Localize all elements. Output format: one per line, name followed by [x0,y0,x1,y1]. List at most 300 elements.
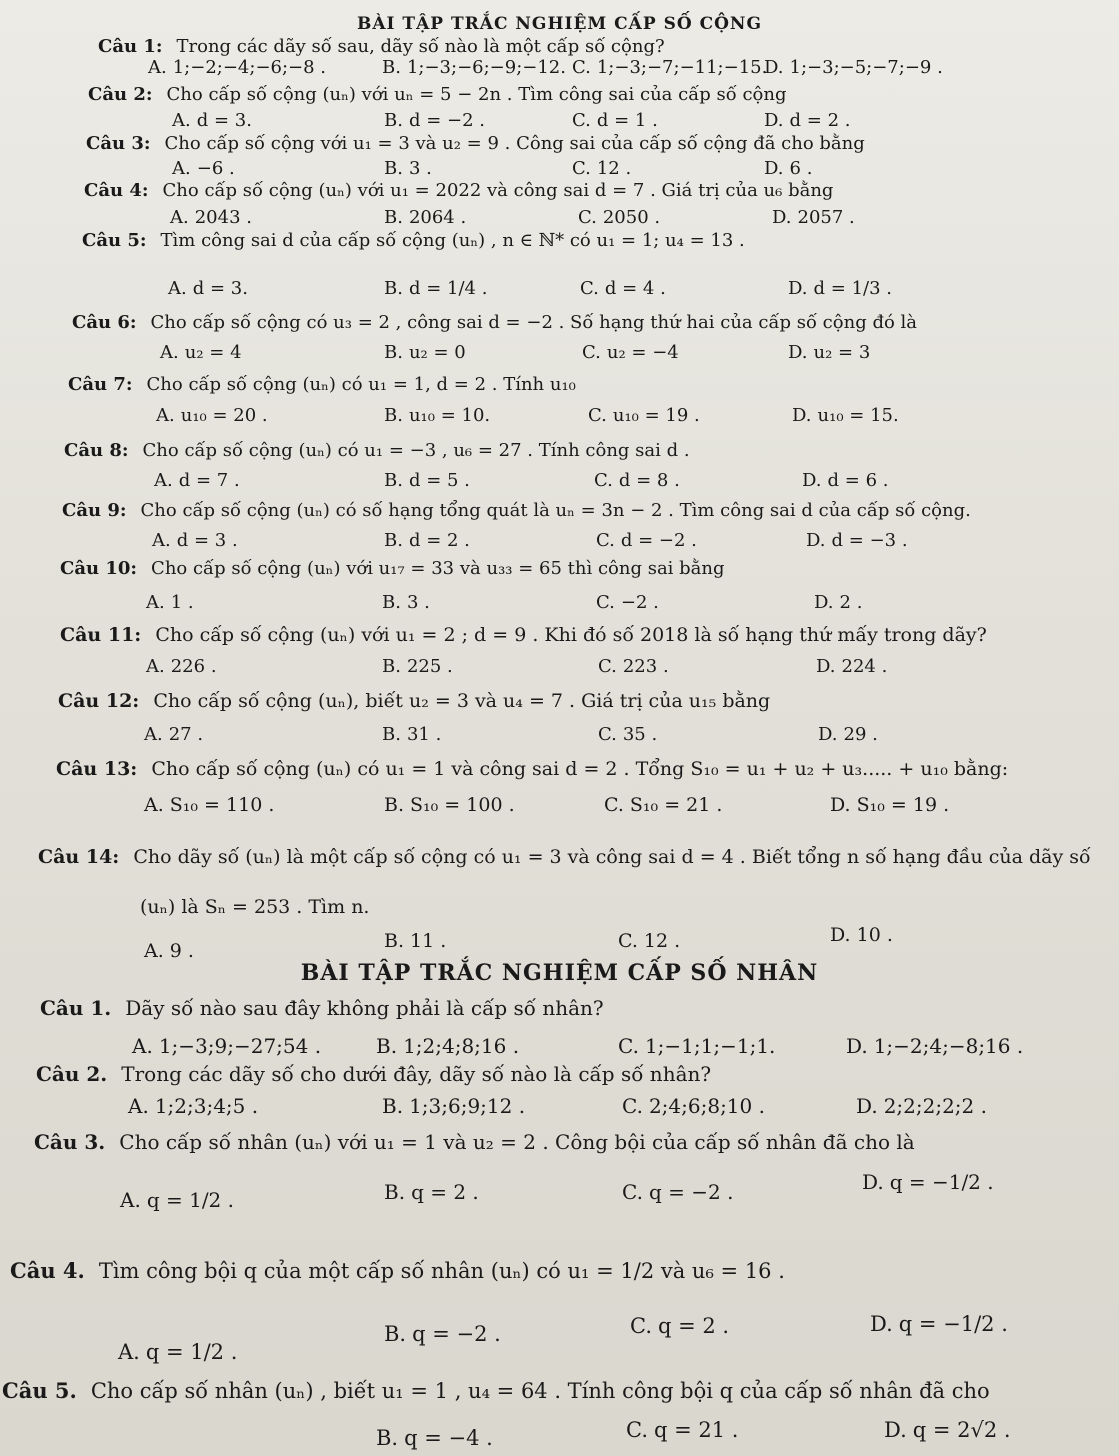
question-text: Cho cấp số cộng với u₁ = 3 và u₂ = 9 . Công sai của cấp số cộng đã cho bằng [164,133,865,154]
option-key: A. [120,1188,141,1212]
option-text: d = 4 . [604,278,666,299]
option-key: A. [172,158,191,179]
option-key: C. [598,724,617,745]
option-c[interactable] [604,794,722,816]
question-label: Câu 9: [62,500,127,521]
option-text: d = −2 . [408,110,485,131]
option-text: d = 2 . [408,530,470,551]
question-10 [60,558,725,579]
option-a[interactable] [156,405,268,426]
question-text: Cho dãy số (uₙ) là một cấp số cộng có u₁ = 3 và công sai d = 4 . Biết tổng n số hạng đầu của dãy số [133,846,1091,868]
option-text: q = 1/2 . [145,1340,238,1364]
option-text: q = 21 . [654,1418,739,1442]
option-key: B. [384,1180,406,1204]
option-d[interactable] [846,1034,1023,1058]
question-label: Câu 3: [86,133,151,154]
options-row [0,724,1119,754]
question-6 [72,312,917,333]
option-key: C. [598,656,617,677]
option-key: A. [152,530,171,551]
question-text: Cho cấp số cộng (uₙ) có u₁ = −3 , u₆ = 27 . Tính công sai d . [142,440,690,461]
option-d[interactable] [792,405,899,426]
option-text: 224 . [841,656,888,677]
option-c[interactable] [596,530,697,551]
options-row [0,1418,1119,1448]
option-key: D. [764,57,784,78]
option-d[interactable] [830,794,949,816]
option-key: D. [764,158,784,179]
option-key: D. [792,405,812,426]
option-c[interactable] [588,405,700,426]
option-text: d = 7 . [178,470,240,491]
option-b[interactable] [384,207,466,228]
option-key: B. [384,930,405,952]
option-text: q = −4 . [404,1426,493,1450]
question-label: Câu 5: [82,230,147,251]
question-label: Câu 2. [36,1062,108,1086]
option-key: B. [382,1094,404,1118]
option-text: 2057 . [797,207,855,228]
option-text: q = −1/2 . [889,1170,994,1194]
option-text: u₂ = −4 [606,342,679,363]
option-key: B. [384,794,405,816]
option-c[interactable] [630,1314,729,1338]
option-a[interactable] [154,470,240,491]
options-row [0,405,1119,435]
option-key: C. [572,57,591,78]
option-key: D. [846,1034,868,1058]
option-text: 2;4;6;8;10 . [648,1094,765,1118]
option-a[interactable] [168,278,248,299]
option-c[interactable] [572,158,631,179]
option-text: −2 . [620,592,659,613]
option-d[interactable] [830,924,893,946]
option-text: S₁₀ = 21 . [629,794,723,816]
option-text: q = −2 . [648,1180,734,1204]
option-key: C. [618,1034,639,1058]
option-a[interactable] [152,530,238,551]
option-text: S₁₀ = 19 . [856,794,950,816]
option-b[interactable] [384,530,470,551]
option-key: D. [814,592,834,613]
option-key: C. [572,110,591,131]
option-key: D. [862,1170,884,1194]
option-text: u₁₀ = 15. [817,405,899,426]
option-text: 1;−3;−6;−9;−12. [406,57,566,78]
question-text: Dãy số nào sau đây không phải là cấp số nhân? [125,996,604,1020]
options-row [0,57,1119,87]
options-row [0,592,1119,622]
options-row [0,278,1119,308]
option-text: 225 . [406,656,453,677]
question-label: Câu 11: [60,624,142,646]
option-key: D. [884,1418,907,1442]
option-key: D. [788,342,808,363]
option-text: 29 . [843,724,878,745]
options-row [0,656,1119,686]
option-key: B. [384,530,403,551]
question-label: Câu 6: [72,312,137,333]
option-b[interactable] [384,110,485,131]
option-d[interactable] [764,158,812,179]
options-row [0,924,1119,962]
options-row [0,1094,1119,1124]
option-c[interactable] [622,1094,765,1118]
question-label: Câu 4. [10,1258,85,1283]
question-label: Câu 4: [84,180,149,201]
option-text: d = 3. [196,110,252,131]
option-a[interactable] [132,1034,321,1058]
question-text: Cho cấp số cộng (uₙ) có u₁ = 1, d = 2 . Tính u₁₀ [146,374,576,395]
option-text: q = 2 . [658,1314,730,1338]
option-key: B. [382,57,401,78]
option-c[interactable] [580,278,666,299]
option-text: 1;−3;−5;−7;−9 . [789,57,943,78]
option-key: C. [578,207,597,228]
option-text: 1;3;6;9;12 . [409,1094,526,1118]
question-text: Cho cấp số cộng có u₃ = 2 , công sai d = −2 . Số hạng thứ hai của cấp số cộng đó là [150,312,918,333]
option-key: C. [622,1094,643,1118]
option-key: D. [830,924,851,946]
option-text: 9 . [169,940,194,962]
option-key: A. [132,1034,153,1058]
option-c[interactable] [572,57,767,78]
option-text: 31 . [406,724,442,745]
option-b[interactable] [384,1322,501,1346]
option-d[interactable] [764,110,850,131]
option-text: 2043 . [194,207,252,228]
option-text: 3 . [408,158,432,179]
option-key: D. [764,110,784,131]
question-label: Câu 5. [2,1378,77,1403]
option-c[interactable] [598,724,657,745]
question-12 [58,690,770,712]
gp-question-4 [10,1258,785,1283]
option-key: A. [154,470,173,491]
question-label: Câu 3. [34,1130,106,1154]
option-c[interactable] [594,470,680,491]
option-b[interactable] [382,592,430,613]
option-key: A. [144,794,164,816]
question-text: Cho cấp số cộng (uₙ) với u₁ = 2022 và công sai d = 7 . Giá trị của u₆ bằng [162,180,834,201]
option-text: 27 . [168,724,204,745]
option-text: d = 1/4 . [408,278,488,299]
option-text: u₁₀ = 19 . [612,405,700,426]
option-key: B. [376,1034,398,1058]
option-text: d = 3 . [176,530,238,551]
question-11 [60,624,987,646]
option-text: S₁₀ = 100 . [410,794,515,816]
option-text: 11 . [410,930,447,952]
question-text: Tìm công bội q của một cấp số nhân (uₙ) có u₁ = 1/2 và u₆ = 16 . [98,1259,785,1283]
option-key: C. [622,1180,643,1204]
option-key: C. [604,794,624,816]
option-b[interactable] [384,470,470,491]
gp-question-5 [2,1378,990,1403]
question-label: Câu 2: [88,84,153,105]
option-text: q = 2√2 . [912,1418,1011,1442]
option-c[interactable] [596,592,659,613]
options-row [0,1312,1119,1364]
option-key: D. [788,278,808,299]
option-text: q = −2 . [412,1322,501,1346]
question-text: Trong các dãy số cho dưới đây, dãy số nào là cấp số nhân? [121,1062,712,1086]
option-key: D. [856,1094,878,1118]
option-key: A. [128,1094,149,1118]
option-b[interactable] [382,1094,525,1118]
option-key: D. [772,207,792,228]
question-13 [56,758,1008,780]
question-7 [68,374,576,395]
option-d[interactable] [884,1418,1011,1442]
option-c[interactable] [618,1034,775,1058]
option-key: C. [596,592,615,613]
option-text: −6 . [196,158,235,179]
option-text: d = 1 . [596,110,658,131]
option-text: q = 2 . [411,1180,479,1204]
gp-question-3 [34,1130,915,1154]
option-key: A. [146,592,165,613]
question-label: Câu 8: [64,440,129,461]
option-key: B. [384,470,403,491]
option-key: C. [580,278,599,299]
option-key: C. [630,1314,652,1338]
option-key: B. [384,158,403,179]
option-key: C. [572,158,591,179]
option-text: 12 . [643,930,681,952]
option-key: B. [376,1426,399,1450]
option-text: d = 3. [192,278,248,299]
option-d[interactable] [802,470,888,491]
option-a[interactable] [160,342,242,363]
option-a[interactable] [120,1188,234,1212]
option-text: d = 8 . [618,470,680,491]
question-text: Cho cấp số cộng (uₙ) có u₁ = 1 và công sai d = 2 . Tổng S₁₀ = u₁ + u₂ + u₃..... + u₁₀ bằng: [151,758,1009,780]
option-text: 1;−1;1;−1;1. [644,1034,776,1058]
option-text: 226 . [170,656,217,677]
option-key: B. [384,405,403,426]
option-key: B. [384,342,403,363]
option-b[interactable] [384,342,466,363]
option-a[interactable] [144,794,274,816]
option-key: A. [144,940,164,962]
option-key: D. [830,794,851,816]
options-row [0,470,1119,500]
option-text: q = −1/2 . [898,1312,1008,1336]
option-c[interactable] [618,930,680,952]
option-b[interactable] [384,1180,479,1204]
question-label: Câu 12: [58,690,140,712]
option-text: u₁₀ = 10. [408,405,491,426]
option-b[interactable] [382,724,441,745]
option-b[interactable] [382,57,566,78]
question-5 [82,230,745,251]
option-d[interactable] [870,1312,1008,1336]
section2-title: BÀI TẬP TRẮC NGHIỆM CẤP SỐ NHÂN [300,960,819,986]
option-text: 2 . [839,592,863,613]
option-text: d = −2 . [620,530,697,551]
option-b[interactable] [382,656,453,677]
option-d[interactable] [814,592,862,613]
question-label: Câu 13: [56,758,138,780]
question-label: Câu 14: [38,846,120,868]
option-d[interactable] [788,342,870,363]
option-b[interactable] [384,278,487,299]
option-a[interactable] [128,1094,258,1118]
question-text: Cho cấp số cộng (uₙ) với u₁ = 2 ; d = 9 . Khi đó số 2018 là số hạng thứ mấy trong dãy? [155,624,987,646]
option-text: u₂ = 0 [408,342,466,363]
option-text: 1 . [170,592,194,613]
option-text: 1;−3;−7;−11;−15. [596,57,768,78]
question-text: Cho cấp số nhân (uₙ) với u₁ = 1 và u₂ = 2 . Công bội của cấp số nhân đã cho là [119,1130,915,1154]
option-b[interactable] [376,1034,519,1058]
option-key: D. [816,656,836,677]
option-text: d = 6 . [827,470,889,491]
question-text: Tìm công sai d của cấp số cộng (uₙ) , n ∈ ℕ* có u₁ = 1; u₄ = 13 . [160,230,745,251]
option-a[interactable] [118,1340,237,1364]
option-d[interactable] [862,1170,994,1194]
option-d[interactable] [818,724,878,745]
question-text: Cho cấp số cộng (uₙ), biết u₂ = 3 và u₄ = 7 . Giá trị của u₁₅ bằng [153,690,771,712]
option-text: 2;2;2;2;2 . [883,1094,987,1118]
option-text: d = 2 . [789,110,851,131]
question-9 [62,500,971,521]
question-text: Cho cấp số cộng (uₙ) có số hạng tổng quát là uₙ = 3n − 2 . Tìm công sai d của cấp số cộng. [140,500,971,521]
option-key: D. [870,1312,893,1336]
option-text: 1;−2;−4;−6;−8 . [172,57,327,78]
option-a[interactable] [170,207,252,228]
options-row [0,1034,1119,1064]
question-3 [86,133,865,154]
option-c[interactable] [578,207,660,228]
option-key: C. [594,470,613,491]
option-text: 1;−3;9;−27;54 . [158,1034,322,1058]
option-key: C. [626,1418,648,1442]
option-text: q = 1/2 . [146,1188,234,1212]
option-c[interactable] [622,1180,733,1204]
option-key: A. [160,342,179,363]
option-a[interactable] [144,724,203,745]
question-label: Câu 10: [60,558,138,579]
option-key: B. [384,1322,407,1346]
option-text: 35 . [622,724,658,745]
option-text: 1;−2;4;−8;16 . [873,1034,1024,1058]
option-text: S₁₀ = 110 . [169,794,275,816]
option-text: d = 5 . [408,470,470,491]
option-text: 6 . [789,158,813,179]
option-c[interactable] [582,342,679,363]
option-text: d = 1/3 . [813,278,892,299]
question-text: Cho cấp số nhân (uₙ) , biết u₁ = 1 , u₄ = 64 . Tính công bội q của cấp số nhân đã cho [90,1379,990,1403]
option-text: 1;2;4;8;16 . [403,1034,520,1058]
option-key: C. [582,342,601,363]
option-text: 2064 . [408,207,467,228]
question-text: Cho cấp số cộng (uₙ) với uₙ = 5 − 2n . Tìm công sai của cấp số cộng [166,84,787,105]
options-row [0,342,1119,372]
question-14 [38,846,1091,868]
option-key: C. [596,530,615,551]
option-d[interactable] [772,207,855,228]
option-b[interactable] [384,930,446,952]
option-a[interactable] [148,57,326,78]
section1-title: BÀI TẬP TRẮC NGHIỆM CẤP SỐ CỘNG [357,14,762,34]
option-b[interactable] [384,405,490,426]
option-text: 1;2;3;4;5 . [154,1094,259,1118]
option-text: 223 . [622,656,669,677]
option-a[interactable] [144,940,194,962]
gp-question-1 [40,996,604,1020]
option-key: D. [802,470,822,491]
option-b[interactable] [384,794,515,816]
option-text: u₂ = 4 [184,342,242,363]
option-text: 10 . [856,924,893,946]
option-key: D. [818,724,838,745]
option-text: 2050 . [602,207,661,228]
option-c[interactable] [572,110,658,131]
question-4 [84,180,833,201]
options-row [0,530,1119,560]
option-key: C. [618,930,638,952]
options-row [0,1170,1119,1212]
option-d[interactable] [788,278,892,299]
option-text: d = −3 . [831,530,908,551]
option-key: A. [148,57,167,78]
question-label: Câu 1. [40,996,112,1020]
option-key: B. [382,724,401,745]
question-label: Câu 1: [98,36,163,57]
option-a[interactable] [172,158,235,179]
option-a[interactable] [172,110,252,131]
question-text: Trong các dãy số sau, dãy số nào là một cấp số cộng? [176,36,665,57]
question-text: Cho cấp số cộng (uₙ) với u₁₇ = 33 và u₃₃ = 65 thì công sai bằng [151,558,725,579]
option-key: C. [588,405,607,426]
option-key: A. [156,405,175,426]
option-c[interactable] [598,656,669,677]
option-a[interactable] [146,656,217,677]
gp-question-2 [36,1062,711,1086]
option-b[interactable] [384,158,432,179]
question-8 [64,440,690,461]
question-2 [88,84,787,105]
option-key: B. [382,592,401,613]
option-key: B. [382,656,401,677]
option-key: D. [806,530,826,551]
option-d[interactable] [764,57,943,78]
option-key: B. [384,207,403,228]
option-key: A. [170,207,189,228]
option-text: u₁₀ = 20 . [180,405,268,426]
option-text: 12 . [596,158,632,179]
option-c[interactable] [626,1418,738,1442]
option-key: A. [168,278,187,299]
option-text: u₂ = 3 [813,342,871,363]
question-1 [98,36,665,57]
option-key: A. [146,656,165,677]
option-d[interactable] [816,656,887,677]
option-key: A. [118,1340,140,1364]
option-b[interactable] [376,1426,493,1450]
options-row [0,794,1119,824]
option-key: B. [384,278,403,299]
option-key: A. [144,724,163,745]
question-label: Câu 7: [68,374,133,395]
option-text: 3 . [406,592,430,613]
option-d[interactable] [806,530,908,551]
question-14-line2: (uₙ) là Sₙ = 253 . Tìm n. [140,896,370,918]
option-key: B. [384,110,403,131]
option-a[interactable] [146,592,194,613]
option-d[interactable] [856,1094,987,1118]
